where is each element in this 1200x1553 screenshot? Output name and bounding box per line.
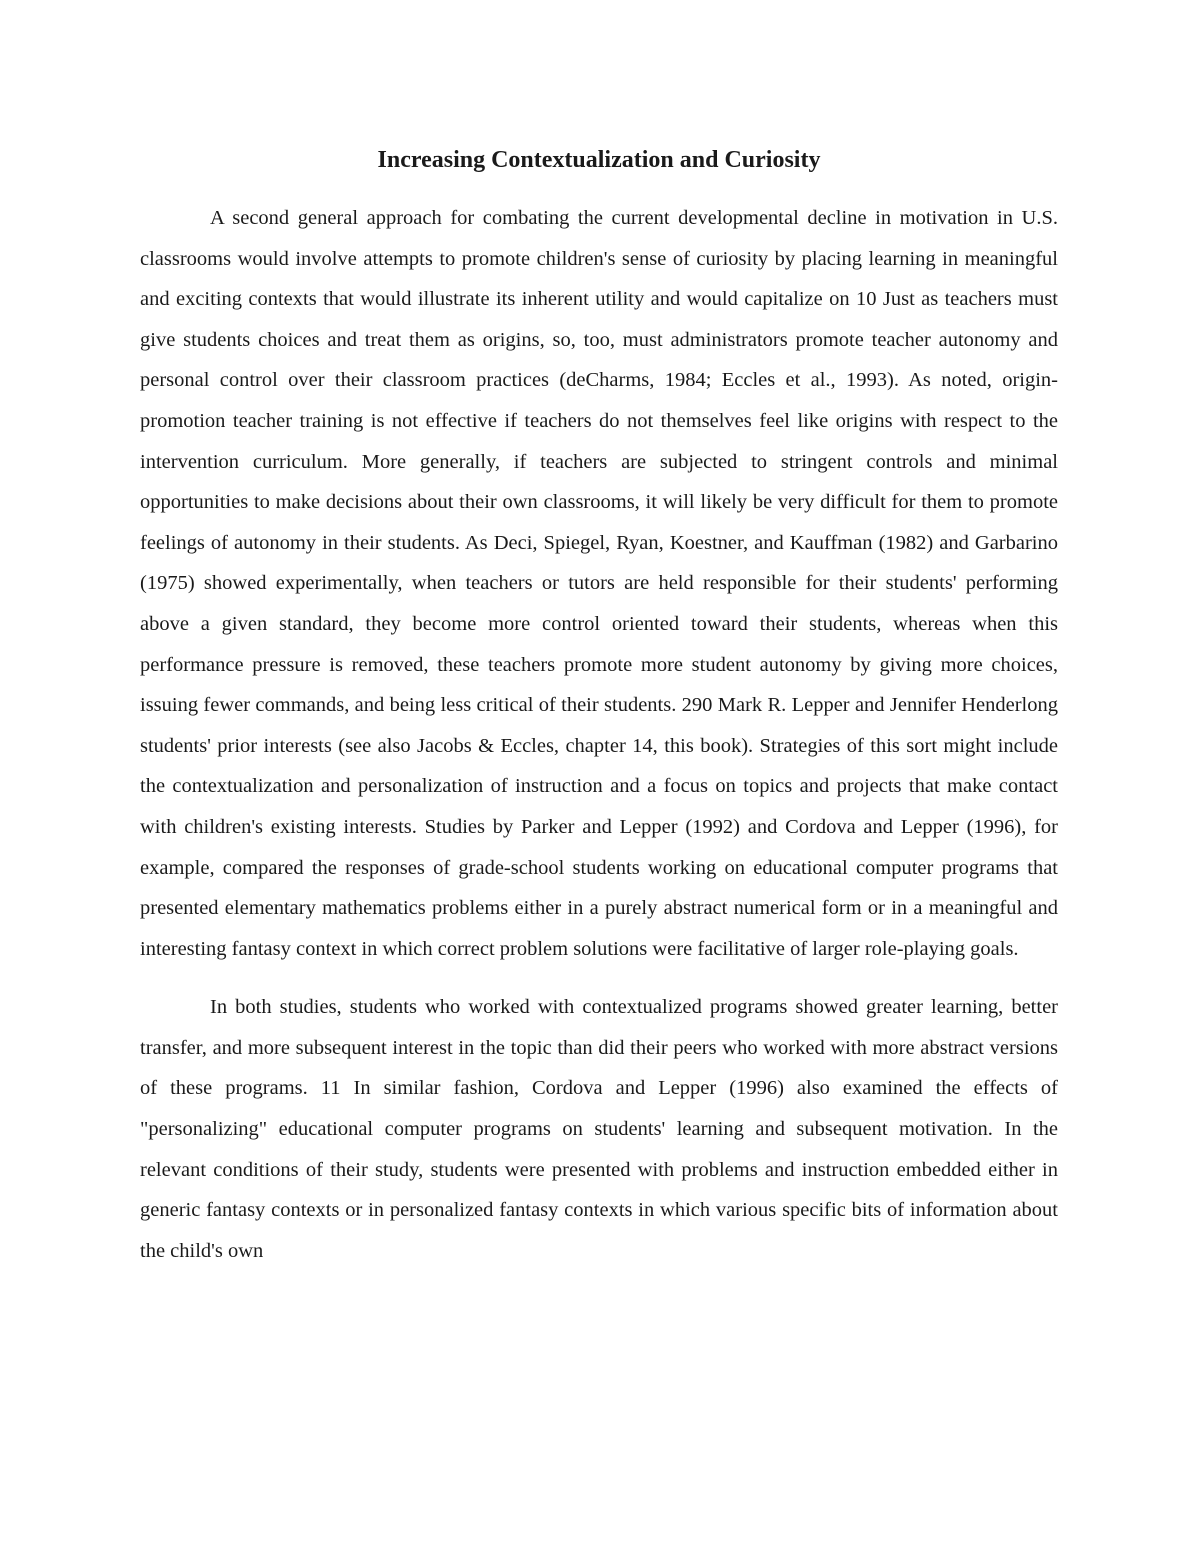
page-title: Increasing Contextualization and Curiosity <box>377 147 821 173</box>
document-body <box>140 198 1058 1289</box>
paragraph-1: A second general approach for combating the current developmental decline in motivation in U.S. classrooms would involve attempts to promote children's sense of curiosity by placing learning in meaningful and exciting contexts that would illustrate its inherent utility and would capitalize on 10 Just as teachers must give students choices and treat them as origins, so, too, must administrators promote teacher autonomy and personal control over their classroom practices (deCharms, 1984; Eccles et al., 1993). As noted, origin-promotion teacher training is not effective if teachers do not themselves feel like origins with respect to the intervention curriculum. More generally, if teachers are subjected to stringent controls and minimal opportunities to make decisions about their own classrooms, it will likely be very difficult for them to promote feelings of autonomy in their students. As Deci, Spiegel, Ryan, Koestner, and Kauffman (1982) and Garbarino (1975) showed experimentally, when teachers or tutors are held responsible for their students' performing above a given standard, they become more control oriented toward their students, whereas when this performance pressure is removed, these teachers promote more student autonomy by giving more choices, issuing fewer commands, and being less critical of their students. 290 Mark R. Lepper and Jennifer Henderlong students' prior interests (see also Jacobs & Eccles, chapter 14, this book). Strategies of this sort might include the contextualization and personalization of instruction and a focus on topics and projects that make contact with children's existing interests. Studies by Parker and Lepper (1992) and Cordova and Lepper (1996), for example, compared the responses of grade-school students working on educational computer programs that presented elementary mathematics problems either in a purely abstract numerical form or in a meaningful and interesting fantasy context in which correct problem solutions were facilitative of larger role-playing goals. <box>140 207 1058 960</box>
paragraph-2: In both studies, students who worked with contextualized programs showed greater learning, better transfer, and more subsequent interest in the topic than did their peers who worked with more abstract versions of these programs. 11 In similar fashion, Cordova and Lepper (1996) also examined the effects of "personalizing" educational computer programs on students' learning and subsequent motivation. In the relevant conditions of their study, students were presented with problems and instruction embedded either in generic fantasy contexts or in personalized fantasy contexts in which various specific bits of information about the child's own <box>140 996 1058 1262</box>
